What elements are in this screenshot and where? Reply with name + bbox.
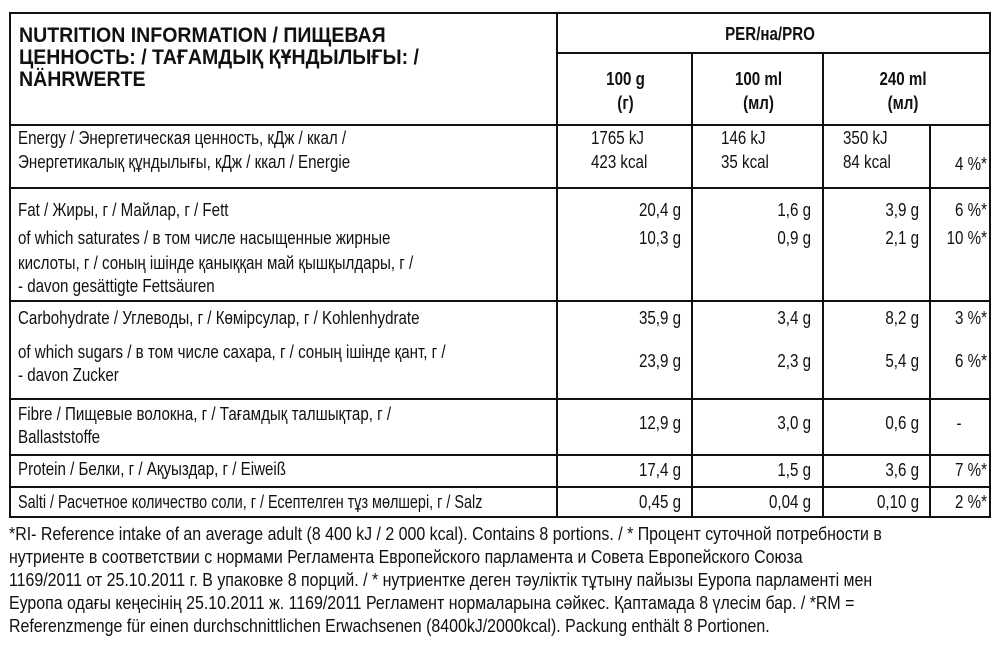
- row-divider: [11, 454, 989, 456]
- table-title: NUTRITION INFORMATION / ПИЩЕВАЯ ЦЕННОСТЬ: / ТАҒАМДЫҚ ҚҰНДЫЛЫҒЫ: / NÄHRWERTE: [19, 24, 419, 91]
- col-240ml-amount: 240 ml: [879, 69, 927, 89]
- per-divider: [556, 52, 989, 54]
- header-divider: [11, 124, 989, 126]
- row-divider: [11, 187, 989, 189]
- row-divider: [11, 486, 989, 488]
- col-100ml-unit: (мл): [743, 93, 774, 113]
- col-100g-unit: (г): [617, 93, 634, 113]
- col-divider: [929, 124, 931, 516]
- col-divider: [691, 52, 693, 516]
- col-divider: [822, 52, 824, 516]
- row-divider: [11, 300, 989, 302]
- nutrition-table: NUTRITION INFORMATION / ПИЩЕВАЯ ЦЕННОСТЬ: / ТАҒАМДЫҚ ҚҰНДЫЛЫҒЫ: / NÄHRWERTE PER/на/PRO 100 g (г) 100 ml (мл) 240 ml (мл) Energy / Энергетическая ценность, кДж / ккал / Энергетикалық құндылығы, кДж / ккал / Energie 1765 kJ 423 kcal 146 kJ 35 kcal 350 kJ 84 kcal 4 %* Fat / Жиры, г / Майлар, г / Fett 20,4 g 1,6 g 3,9 g 6 %* of which saturates / в том числе насыщенные жирные кислоты, г / соның ішінде қаныққан май қышқылдары, г / - davon gesättigte Fettsäuren 10,3 g 0,9 g 2,1 g 10 %* Carbohydrate / Углеводы, г / Көмірсулар, г / Kohlenhydrate 35,9 g 3,4 g 8,2 g 3 %* of which sugars / в том числе сахара, г / соның ішінде қант, г / - davon Zucker 23,9 g 2,3 g 5,4 g 6 %* Fibre / Пищевые волокна, г / Тағамдық талшықтар, г / Ballaststoffe 12,9 g 3,0 g 0,6 g - Protein / Белки, г / Ақуыздар, г / Eiweiß 17,4 g 1,5 g 3,6 g 7 %* Salti / Расчетное количество соли, г / Есептелген тұз мөлшері, г / Salz 0,45 g 0,04 g 0,10 g 2 %*: [9, 12, 991, 518]
- footnote: *RI- Reference intake of an average adult (8 400 kJ / 2 000 kcal). Contains 8 portions. / * Процент суточной потребности в нутриенте в соответствии с нормами Регламента Европейского парламента и Совета Европейского Союза 1169/2011 от 25.10.2011 г. В упаковке 8 порций. / * нутриентке деген тәуліктік тұтыну пайызы Еуропа парламенті мен Еуропа одағы кеңесінің 25.10.2011 ж. 1169/2011 Регламент нормаларына сәйкес. Қаптамада 8 үлесім бар. / *RM = Referenzmenge für einen durchschnittlichen Erwachsenen (8400kJ/2000kcal). Packung enthält 8 Portionen.: [9, 524, 882, 636]
- col-240ml-unit: (мл): [887, 93, 919, 113]
- row-divider: [11, 398, 989, 400]
- col-divider: [556, 14, 558, 516]
- col-100g-amount: 100 g: [606, 69, 645, 89]
- per-label: PER/на/PRO: [725, 24, 815, 44]
- col-100ml-amount: 100 ml: [734, 69, 783, 89]
